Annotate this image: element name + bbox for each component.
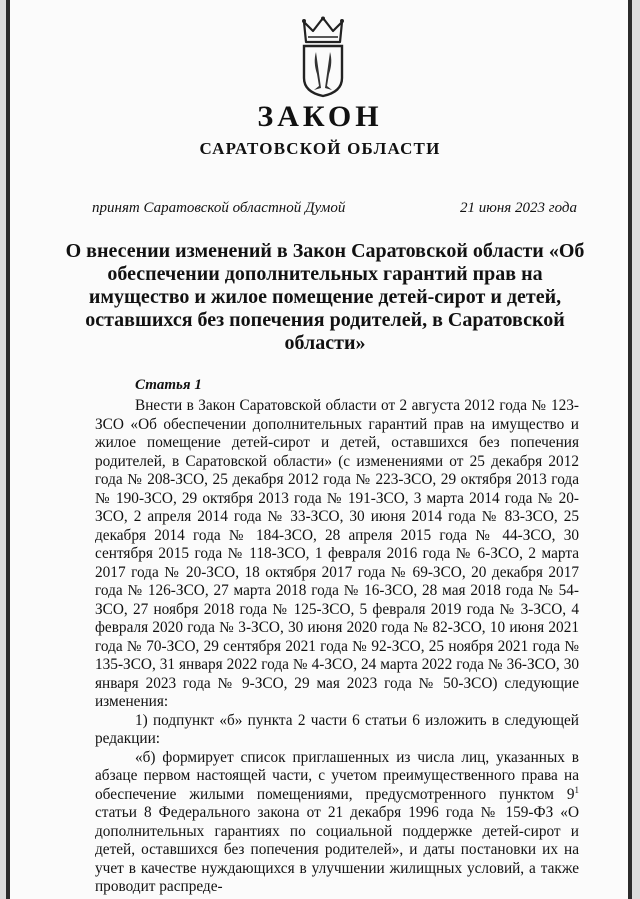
paragraph: Внести в Закон Саратовской области от 2 августа 2012 года № 123-ЗСО «Об обеспечении дополнительных гарантий прав на имущество и жилое помещение детей-сирот и детей, оставшихся без попечения родителей, в Саратовской области» (с изменениями от 25 декабря 2012 года № 208-ЗСО, 25 декабря 2012 года № 223-ЗСО, 29 октября 2013 года № 190-ЗСО, 29 октября 2013 года № 191-ЗСО, 3 марта 2014 года № 20-ЗСО, 2 апреля 2014 года № 33-ЗСО, 30 июня 2014 года № 83-ЗСО, 25 декабря 2014 года № 184-ЗСО, 28 апреля 2015 года № 44-ЗСО, 30 сентября 2015 года № 118-ЗСО, 1 февраля 2016 года № 6-ЗСО, 2 марта 2017 года № 20-ЗСО, 18 октября 2017 года № 69-ЗСО, 20 декабря 2017 года № 126-ЗСО, 27 марта 2018 года № 16-ЗСО, 28 мая 2018 года № 54-ЗСО, 27 ноября 2018 года № 125-ЗСО, 5 февраля 2019 года № 3-ЗСО, 4 февраля 2020 года № 3-ЗСО, 30 июня 2020 года № 82-ЗСО, 10 июня 2021 года № 70-ЗСО, 29 сентября 2021 года № 92-ЗСО, 25 ноября 2021 года № 135-ЗСО, 31 января 2022 года № 4-ЗСО, 24 марта 2022 года № 36-ЗСО, 30 января 2023 года № 9-ЗСО, 29 мая 2023 года № 50-ЗСО) следующие изменения: — [95, 397, 579, 710]
paragraph: 1) подпункт «б» пункта 2 части 6 статьи 6 изложить в следующей редакции: — [95, 711, 579, 747]
paragraph-text: статьи 8 Федерального закона от 21 декабря 1996 года № 159-ФЗ «О дополнительных гарантиях по социальной поддержке детей-сирот и детей, оставшихся без попечения родителей», и даты постановки их на учет в качестве нуждающихся в улучшении жилищных условий, а также проводит распреде- — [95, 804, 579, 895]
region-title: САРАТОВСКОЙ ОБЛАСТИ — [199, 139, 441, 158]
scan-edge-left — [6, 0, 10, 899]
paragraph-text: «б) формирует список приглашенных из числа лиц, указанных в абзаце первом настоящей части, с учетом преимущественного права на обеспечение жилыми помещениями, предусмотренного пунктом 9 — [95, 748, 579, 803]
article-label: Статья 1 — [135, 377, 202, 393]
superscript: 1 — [574, 784, 579, 795]
body-text — [95, 397, 579, 897]
law-title: ЗАКОН — [257, 100, 383, 133]
saratov-coat-of-arms-icon — [298, 16, 348, 98]
adopted-by: принят Саратовской областной Думой — [92, 200, 346, 216]
paragraph — [95, 749, 579, 897]
adoption-date: 21 июня 2023 года — [460, 200, 577, 216]
law-heading: О внесении изменений в Закон Саратовской области «Об обеспечении дополнительных гарантий прав на имущество и жилое помещение детей-сирот и детей, оставшихся без попечения родителей, в Саратовской области» — [65, 240, 585, 354]
scan-edge-right — [628, 0, 632, 899]
